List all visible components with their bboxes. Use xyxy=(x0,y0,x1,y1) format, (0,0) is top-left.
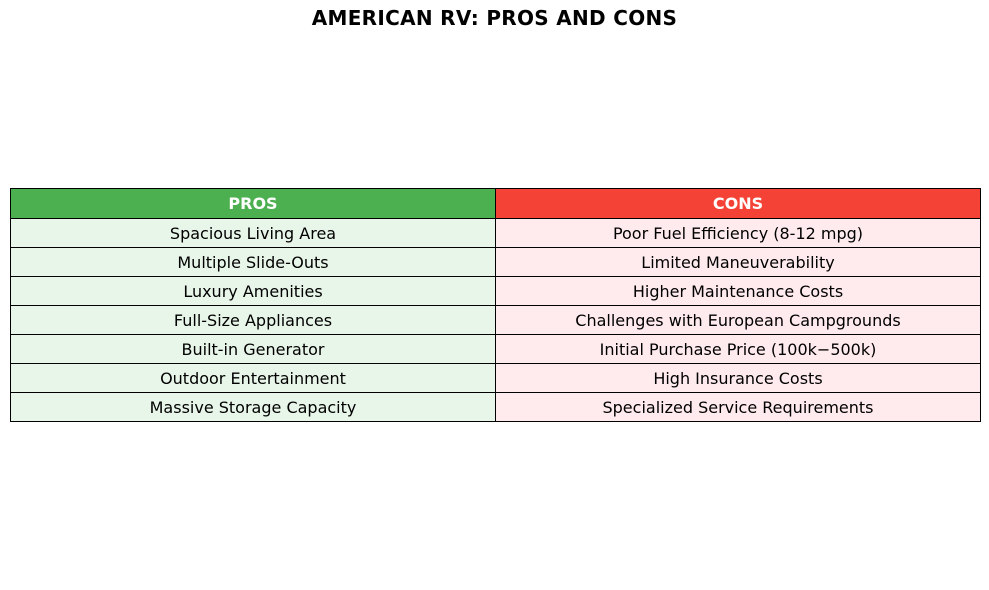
pros-cons-table xyxy=(10,188,981,422)
pros-cell: Built-in Generator xyxy=(11,335,496,364)
table-row xyxy=(11,219,981,248)
header-row xyxy=(11,189,981,219)
table-row xyxy=(11,393,981,422)
pros-cell: Multiple Slide-Outs xyxy=(11,248,496,277)
cons-header: CONS xyxy=(496,189,981,219)
cons-cell: High Insurance Costs xyxy=(496,364,981,393)
pros-cell: Massive Storage Capacity xyxy=(11,393,496,422)
cons-cell: Limited Maneuverability xyxy=(496,248,981,277)
pros-cell: Full-Size Appliances xyxy=(11,306,496,335)
chart-title: AMERICAN RV: PROS AND CONS xyxy=(311,6,678,30)
pros-cell: Spacious Living Area xyxy=(11,219,496,248)
cons-cell: Specialized Service Requirements xyxy=(496,393,981,422)
table-row xyxy=(11,248,981,277)
cons-cell: Initial Purchase Price (100k−500k) xyxy=(496,335,981,364)
table-row xyxy=(11,364,981,393)
pros-header: PROS xyxy=(11,189,496,219)
table-row xyxy=(11,306,981,335)
pros-cell: Outdoor Entertainment xyxy=(11,364,496,393)
pros-cell: Luxury Amenities xyxy=(11,277,496,306)
table-row xyxy=(11,277,981,306)
cons-cell: Challenges with European Campgrounds xyxy=(496,306,981,335)
cons-cell: Poor Fuel Efficiency (8-12 mpg) xyxy=(496,219,981,248)
cons-cell: Higher Maintenance Costs xyxy=(496,277,981,306)
table-row xyxy=(11,335,981,364)
